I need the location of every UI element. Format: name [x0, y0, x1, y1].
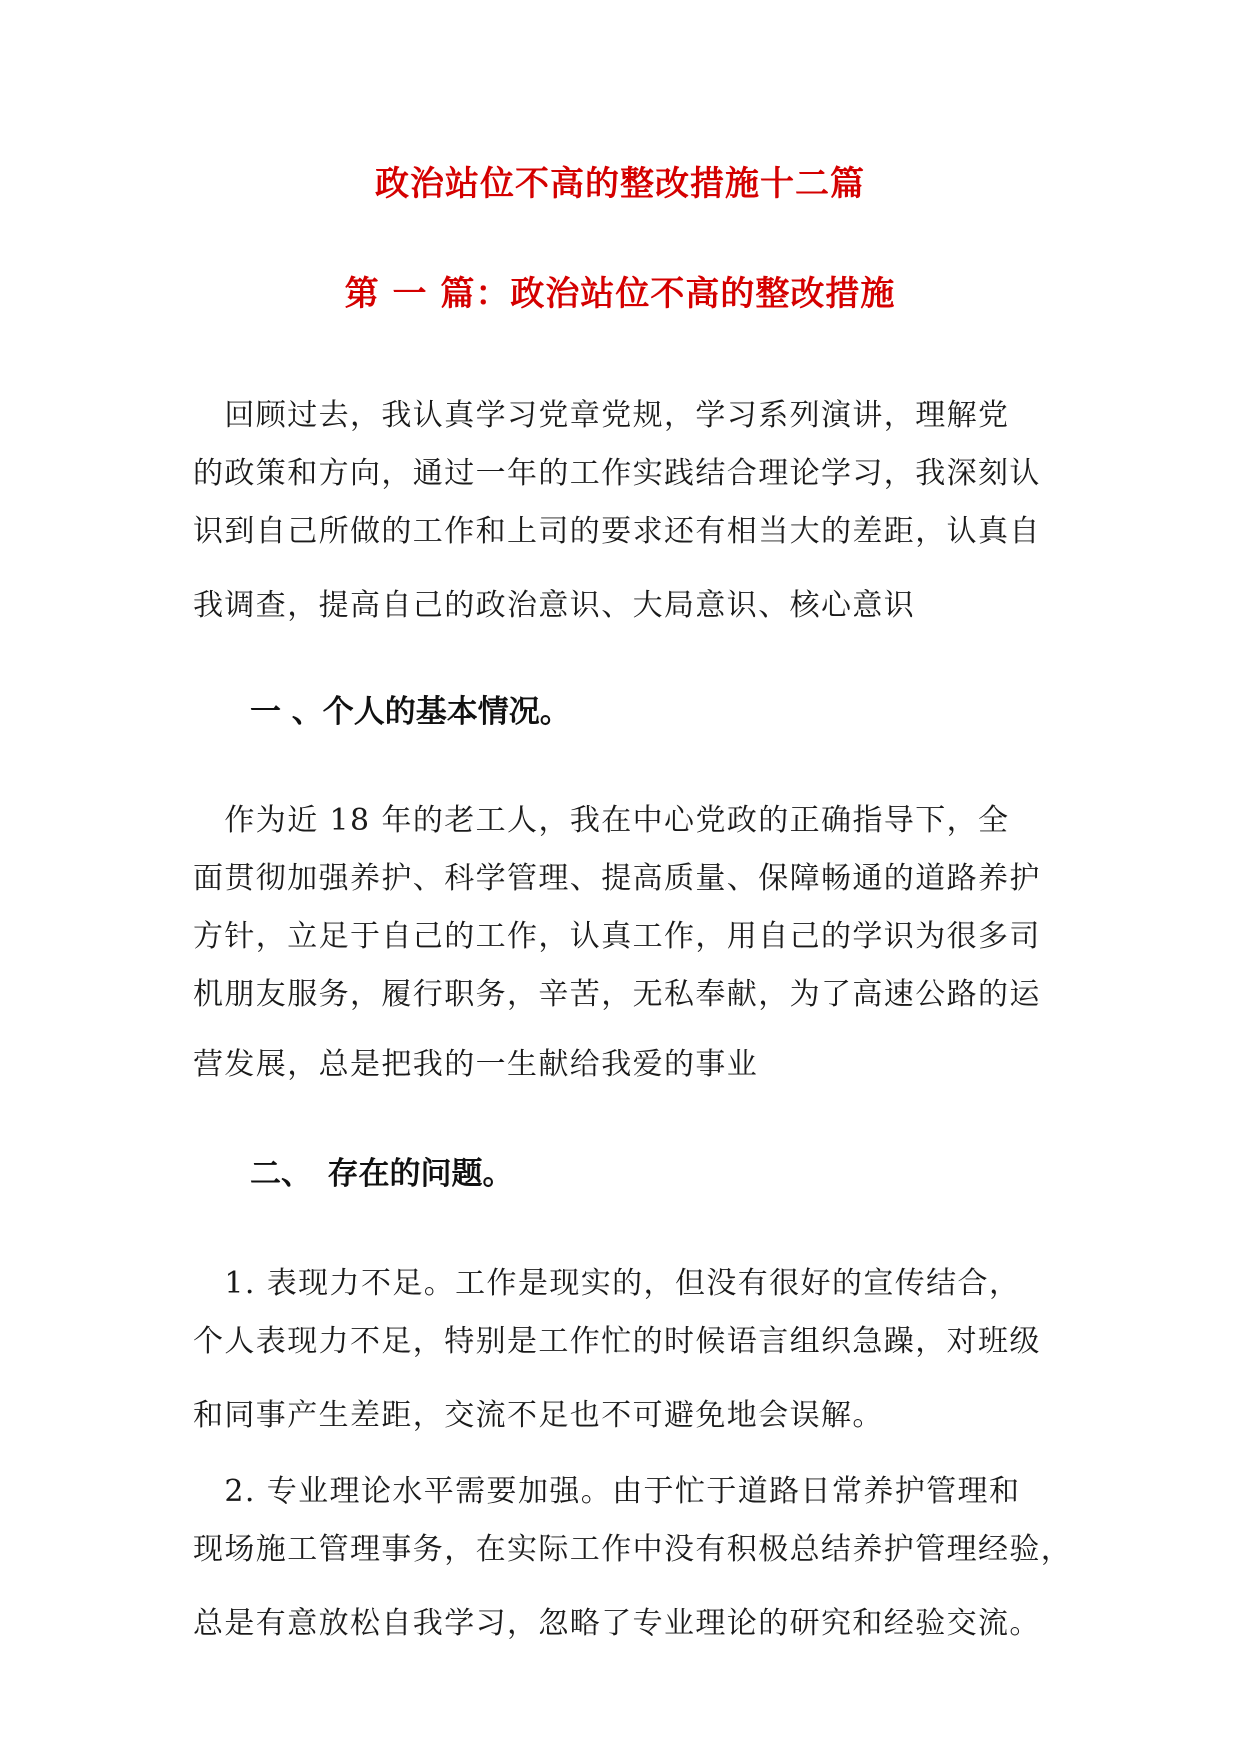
section-heading-basic-info: 一 、个人的基本情况。	[250, 694, 571, 730]
document-title: 政治站位不高的整改措施十二篇	[375, 164, 865, 204]
text-line: 面贯彻加强养护、科学管理、提高质量、保障畅通的道路养护	[193, 861, 1041, 896]
text-line: 1. 表现力不足。工作是现实的，但没有很好的宣传结合，	[193, 1266, 1021, 1301]
text-line: 总是有意放松自我学习，忽略了专业理论的研究和经验交流。	[193, 1606, 1041, 1641]
text-line: 的政策和方向，通过一年的工作实践结合理论学习，我深刻认	[193, 456, 1041, 491]
text-line: 回顾过去，我认真学习党章党规，学习系列演讲，理解党	[193, 398, 1010, 433]
text-line: 作为近 18 年的老工人，我在中心党政的正确指导下，全	[193, 803, 1010, 838]
text-line: 机朋友服务，履行职务，辛苦，无私奉献，为了高速公路的运	[193, 977, 1041, 1012]
document-subtitle: 第 一 篇：政治站位不高的整改措施	[344, 274, 896, 314]
text-line: 个人表现力不足，特别是工作忙的时候语言组织急躁，对班级	[193, 1324, 1041, 1359]
text-line: 和同事产生差距，交流不足也不可避免地会误解。	[193, 1398, 884, 1433]
text-line: 识到自己所做的工作和上司的要求还有相当大的差距，认真自	[193, 514, 1041, 549]
text-line: 营发展，总是把我的一生献给我爱的事业	[193, 1047, 759, 1082]
text-line: 我调查，提高自己的政治意识、大局意识、核心意识	[193, 588, 916, 623]
section-heading-problems: 二、 存在的问题。	[250, 1156, 514, 1192]
text-line: 方针，立足于自己的工作，认真工作，用自己的学识为很多司	[193, 919, 1041, 954]
text-line: 现场施工管理事务，在实际工作中没有积极总结养护管理经验，	[193, 1532, 1073, 1567]
text-line: 2. 专业理论水平需要加强。由于忙于道路日常养护管理和	[193, 1474, 1021, 1509]
